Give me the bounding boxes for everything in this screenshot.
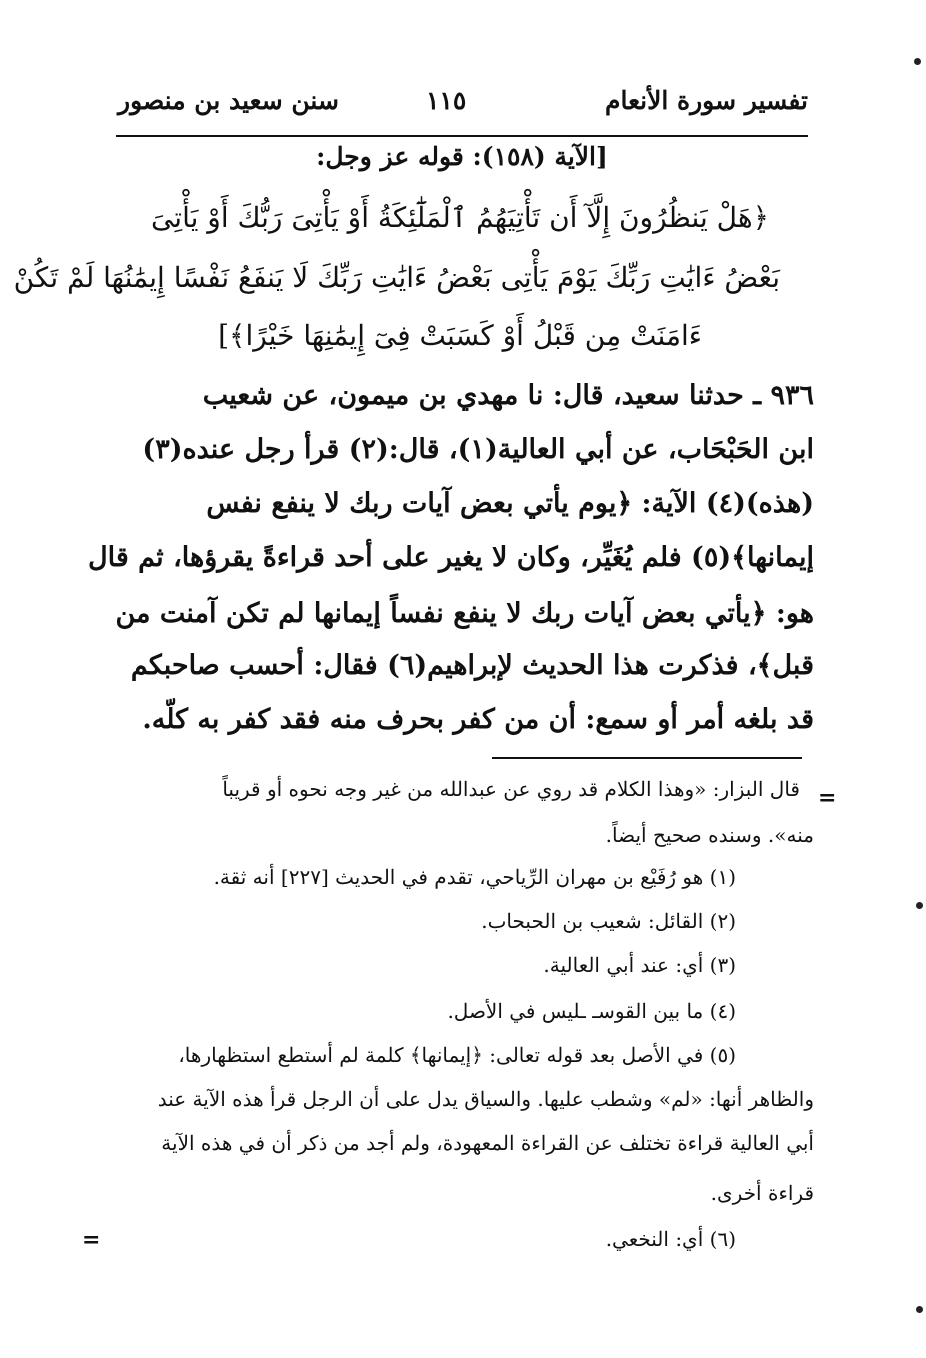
running-header-surah-title: تفسير سورة الأنعام <box>604 86 808 115</box>
footnote-line: (٦) أي: النخعي. <box>605 1227 736 1251</box>
hadith-line: (هذه)(٤) الآية: ﴿يوم يأتي بعض آيات ربك لا ينفع نفس <box>206 488 814 519</box>
footnote-line: (٣) أي: عند أبي العالية. <box>543 953 736 977</box>
footnote-line: قال البزار: «وهذا الكلام قد روي عن عبدالله من غير وجه نحوه أو قريباً <box>222 777 800 801</box>
verse-line: بَعْضُ ءَايَٰتِ رَبِّكَ يَوْمَ يَأْتِى بَعْضُ ءَايَٰتِ رَبِّكَ لَا يَنفَعُ نَفْسًا إِيمَٰنُهَا لَمْ تَكُنْ <box>13 261 780 294</box>
scan-speck <box>914 58 921 65</box>
continuation-mark: = <box>82 1227 101 1253</box>
header-rule <box>116 135 808 137</box>
hadith-line: قبل﴾، فذكرت هذا الحديث لإبراهيم(٦) فقال: أحسب صاحبكم <box>130 650 814 681</box>
hadith-line: قد بلغه أمر أو سمع: أن من كفر بحرف منه فقد كفر به كلّه. <box>142 704 814 735</box>
scan-speck <box>916 1306 923 1313</box>
footnote-line: والظاهر أنها: «لم» وشطب عليها. والسياق يدل على أن الرجل قرأ هذه الآية عند <box>157 1087 814 1111</box>
verse-line: ﴿هَلْ يَنظُرُونَ إِلَّآ أَن تَأْتِيَهُمُ ٱلْمَلَٰٓئِكَةُ أَوْ يَأْتِىَ رَبُّكَ أَوْ يَأْتِىَ <box>150 201 770 234</box>
footnote-rule <box>492 757 802 759</box>
footnote-line: قراءة أخرى. <box>710 1181 814 1205</box>
hadith-line: ابن الحَبْحَاب، عن أبي العالية(١)، قال:(٢) قرأ رجل عنده(٣) <box>142 434 814 465</box>
footnote-line: (٤) ما بين القوسـ ـليس في الأصل. <box>447 999 736 1023</box>
continuation-mark: = <box>818 785 837 811</box>
scan-speck <box>916 902 923 909</box>
running-header-book-title: سنن سعيد بن منصور <box>118 86 339 115</box>
footnote-line: (١) هو رُفَيْع بن مهران الرِّياحي، تقدم في الحديث [٢٢٧] أنه ثقة. <box>213 865 736 889</box>
footnote-line: (٢) القائل: شعيب بن الحبحاب. <box>481 909 736 933</box>
hadith-line: ٩٣٦ ـ حدثنا سعيد، قال: نا مهدي بن ميمون، عن شعيب <box>202 380 814 411</box>
hadith-line: هو: ﴿يأتي بعض آيات ربك لا ينفع نفساً إيمانها لم تكن آمنت من <box>115 598 814 629</box>
section-heading: [الآية (١٥٨): قوله عز وجل: <box>316 142 608 171</box>
footnote-line: (٥) في الأصل بعد قوله تعالى: ﴿إيمانها﴾ كلمة لم أستطع استظهارها، <box>178 1043 736 1067</box>
footnote-line: أبي العالية قراءة تختلف عن القراءة المعهودة، ولم أجد من ذكر أن في هذه الآية <box>161 1131 814 1155</box>
page-number: ١١٥ <box>426 86 467 115</box>
footnote-line: منه». وسنده صحيح أيضاً. <box>605 823 814 847</box>
hadith-line: إيمانها﴾(٥) فلم يُغَيِّر، وكان لا يغير على أحد قراءةً يقرؤها، ثم قال <box>88 542 814 573</box>
verse-line: ءَامَنَتْ مِن قَبْلُ أَوْ كَسَبَتْ فِىٓ إِيمَٰنِهَا خَيْرًا﴾] <box>218 319 702 352</box>
